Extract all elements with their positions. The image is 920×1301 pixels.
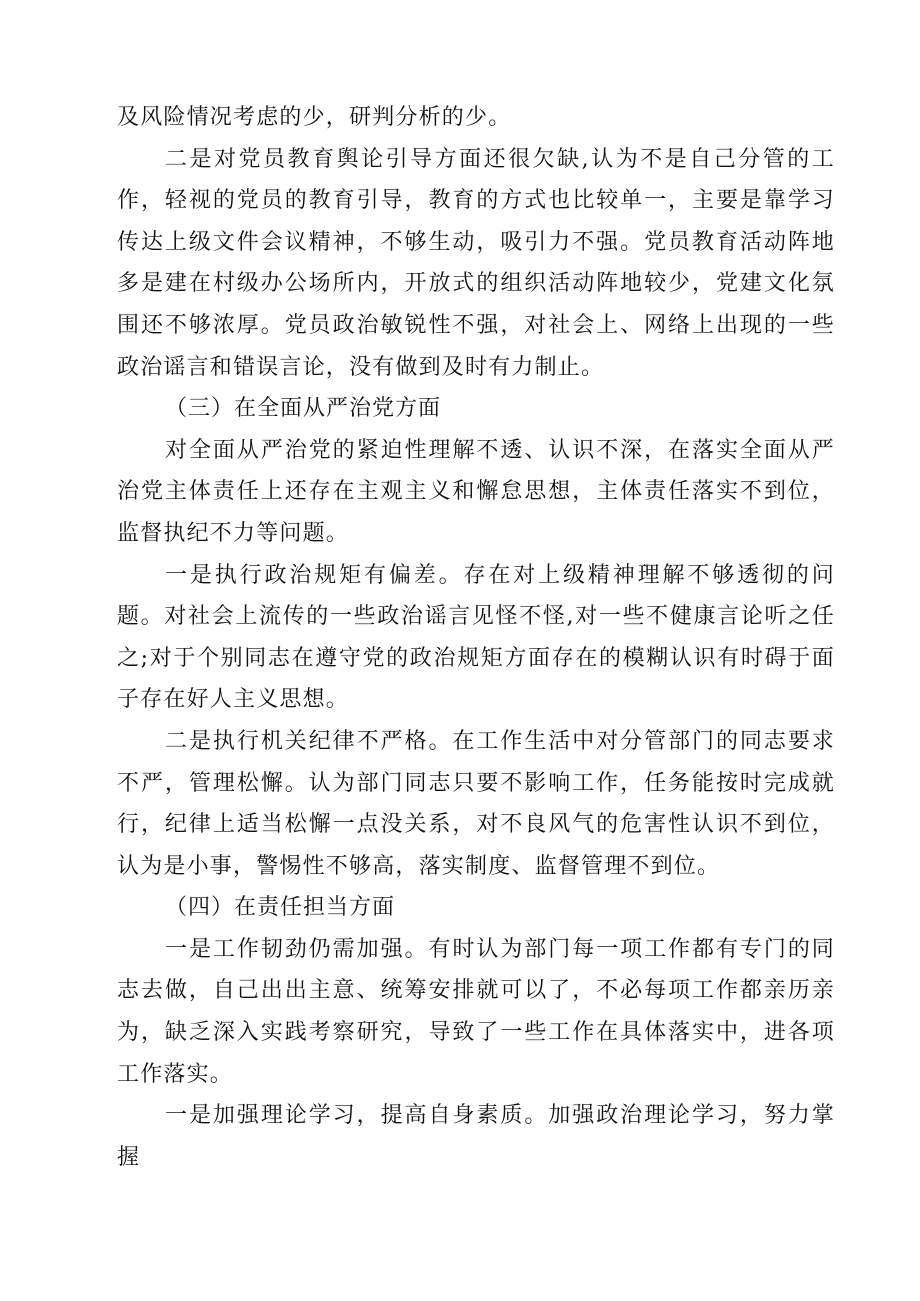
document-body bbox=[117, 97, 835, 1178]
paragraph-strict-governance: 对全面从严治党的紧迫性理解不透、认识不深，在落实全面从严治党主体责任上还存在主观主义和懈怠思想，主体责任落实不到位，监督执纪不力等问题。 bbox=[117, 437, 835, 546]
paragraph-political-rules: 一是执行政治规矩有偏差。存在对上级精神理解不够透彻的问题。对社会上流传的一些政治谣言见怪不怪,对一些不健康言论听之任之;对于个别同志在遵守党的政治规矩方面存在的模糊认识有时碍于面子存在好人主义思想。 bbox=[117, 562, 835, 713]
paragraph-theory-study: 一是加强理论学习，提高自身素质。加强政治理论学习，努力掌握 bbox=[117, 1103, 835, 1170]
paragraph-party-education: 二是对党员教育舆论引导方面还很欠缺,认为不是自己分管的工作，轻视的党员的教育引导，教育的方式也比较单一，主要是靠学习传达上级文件会议精神，不够生动，吸引力不强。党员教育活动阵地多是建在村级办公场所内，开放式的组织活动阵地较少，党建文化氛围还不够浓厚。党员政治敏锐性不强，对社会上、网络上出现的一些政治谣言和错误言论，没有做到及时有力制止。 bbox=[117, 146, 835, 380]
paragraph-discipline: 二是执行机关纪律不严格。在工作生活中对分管部门的同志要求不严，管理松懈。认为部门同志只要不影响工作，任务能按时完成就行，纪律上适当松懈一点没关系，对不良风气的危害性认识不到位，认为是小事，警惕性不够高，落实制度、监督管理不到位。 bbox=[117, 728, 835, 879]
paragraph-continuation: 及风险情况考虑的少，研判分析的少。 bbox=[117, 105, 512, 130]
section-heading-4: （四）在责任担当方面 bbox=[165, 895, 396, 921]
paragraph-work-tenacity: 一是工作韧劲仍需加强。有时认为部门每一项工作都有专门的同志去做，自己出出主意、统筹安排就可以了，不必每项工作都亲历亲为，缺乏深入实践考察研究，导致了一些工作在具体落实中，进各项工作落实。 bbox=[117, 936, 835, 1087]
section-heading-3: （三）在全面从严治党方面 bbox=[165, 396, 442, 422]
